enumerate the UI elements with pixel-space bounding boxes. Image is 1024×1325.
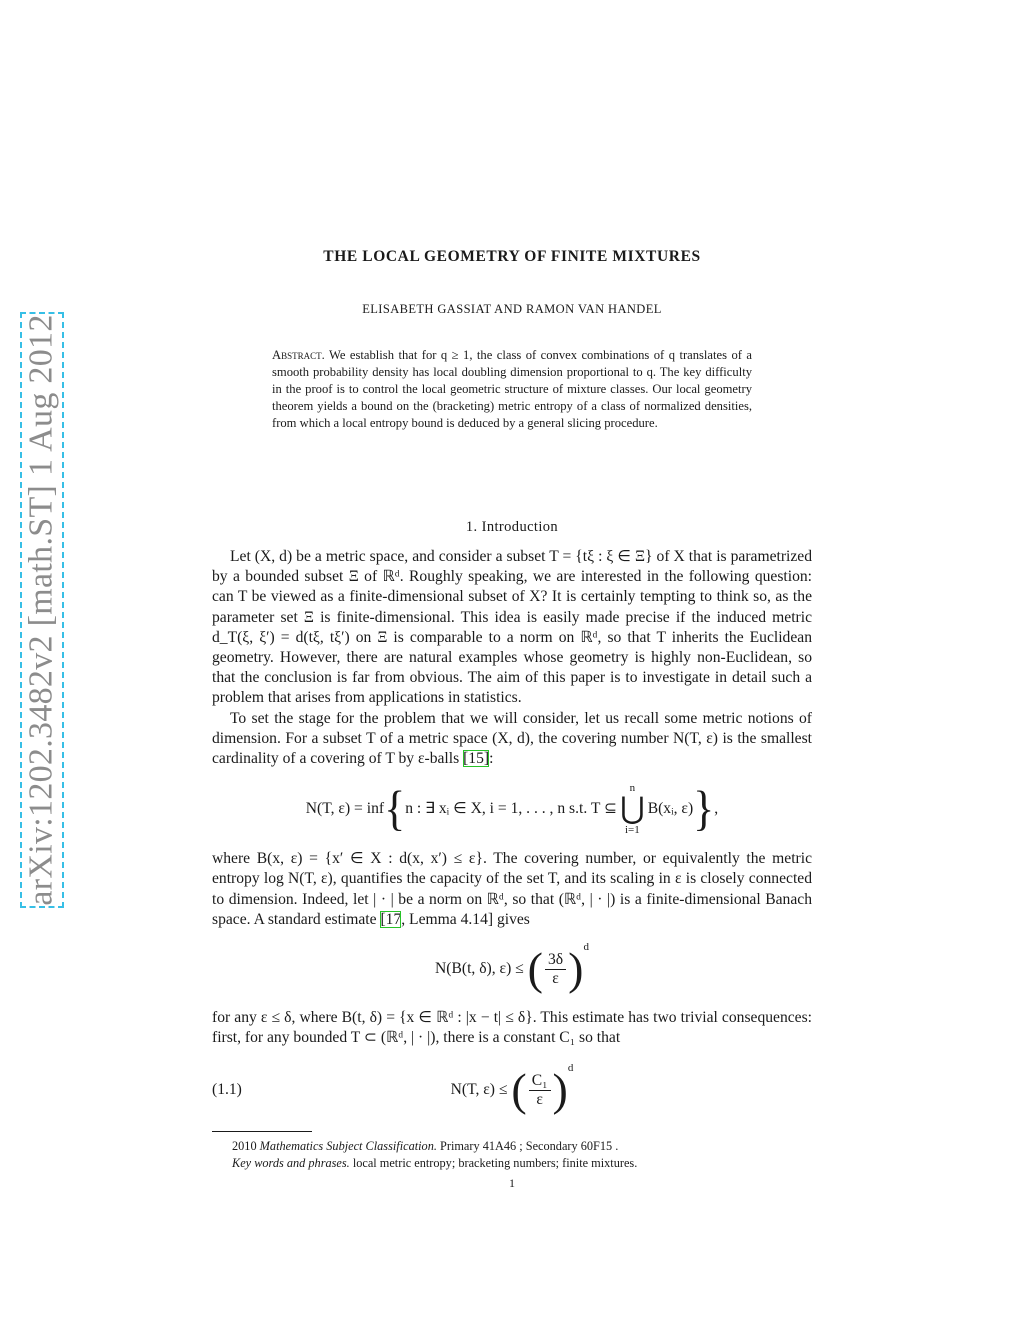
eq3-open-paren: ( bbox=[511, 1064, 527, 1116]
eq3-fraction bbox=[529, 1072, 551, 1109]
eq1-lhs: N(T, ε) = inf bbox=[305, 800, 385, 818]
body-text bbox=[212, 547, 812, 1132]
msc-text: Primary 41A46 ; Secondary 60F15 . bbox=[440, 1139, 619, 1153]
citation-link-15[interactable]: [15] bbox=[463, 750, 490, 768]
keywords-text: local metric entropy; bracketing numbers; finite mixtures. bbox=[352, 1156, 638, 1170]
eq3-denominator: ε bbox=[536, 1090, 543, 1108]
footnote-rule bbox=[212, 1131, 312, 1132]
equation-covering-number bbox=[212, 773, 812, 845]
arxiv-id: arXiv:1202.3482v2 [math.ST] 1 Aug 2012 bbox=[23, 314, 60, 906]
page-number: 1 bbox=[509, 1176, 515, 1190]
paragraph-3-text: where B(x, ε) = {x′ ∈ X : d(x, x′) ≤ ε}. The covering number, or equivalently the metric entropy log N(T, ε), quantifies the capacity of the set T, and its scaling in ε is closely connected to dimension. Indeed, let | · | be a norm on ℝᵈ, so that (ℝᵈ, | · |) is a finite-dimensional Banach space. A standard estimate bbox=[212, 850, 812, 928]
footnote-msc bbox=[232, 1138, 812, 1155]
eq1-open-brace: { bbox=[384, 781, 406, 836]
eq3-lhs: N(T, ε) ≤ bbox=[450, 1081, 508, 1099]
abstract-text: We establish that for q ≥ 1, the class of convex combinations of q translates of a smooth probability density has local doubling dimension proportional to q. The key difficulty in the proof is to control the local geometric structure of mixture classes. Our local geometry theorem yields a bound on the (bracketing) metric entropy of a class of normalized densities, from which a local entropy bound is deduced by a general slicing procedure. bbox=[272, 348, 752, 430]
eq2-lhs: N(B(t, δ), ε) ≤ bbox=[435, 959, 524, 977]
paragraph-3-end: , Lemma 4.14] gives bbox=[401, 910, 530, 928]
eq1-cup-symbol: ⋃ bbox=[620, 792, 645, 826]
abstract-label: Abstract. bbox=[272, 348, 325, 362]
paragraph-1: Let (X, d) be a metric space, and consider a subset T = {tξ : ξ ∈ Ξ} of X that is parametrized by a bounded subset Ξ of ℝᵈ. Roughly speaking, we are interested in the following question: can T be viewed as a finite-dimensional subset of X? It is certainly tempting to think so, as the parameter set Ξ is finite-dimensional. This idea is easily made precise if the induced metric d_T(ξ, ξ′) = d(tξ, tξ′) on Ξ is comparable to a norm on ℝᵈ, so that T inherits the Euclidean geometry. However, there are natural examples whose geometry is highly non-Euclidean, so that the conclusion is far from obvious. The aim of this paper is to investigate in detail such a problem that arises from applications in statistics. bbox=[212, 548, 812, 707]
eq2-open-paren: ( bbox=[527, 943, 543, 995]
eq3-close-paren: ) bbox=[552, 1064, 568, 1116]
section-heading: 1. Introduction bbox=[465, 519, 559, 535]
eq1-comma: , bbox=[714, 800, 719, 818]
paper-title: THE LOCAL GEOMETRY OF FINITE MIXTURES bbox=[323, 248, 701, 265]
equation-number: (1.1) bbox=[212, 1081, 242, 1099]
keywords-label: Key words and phrases. bbox=[232, 1156, 350, 1170]
eq1-bigcup bbox=[620, 782, 645, 836]
abstract bbox=[272, 347, 752, 432]
eq2-fraction bbox=[545, 951, 566, 988]
paragraph-4: for any ε ≤ δ, where B(t, δ) = {x ∈ ℝᵈ : |x − t| ≤ δ}. This estimate has two trivial consequences: first, for any bounded T ⊂ (ℝᵈ, | · |), there is a constant C₁ so that bbox=[212, 1009, 812, 1047]
eq2-exponent: d bbox=[583, 940, 589, 953]
paragraph-2-text: To set the stage for the problem that we will consider, let us recall some metric notions of dimension. For a subset T of a metric space (X, d), the covering number N(T, ε) is the smallest cardinality of a covering of T by ε-balls bbox=[212, 709, 812, 768]
paragraph-2 bbox=[212, 709, 812, 770]
eq1-cup-top: n bbox=[629, 782, 636, 795]
eq1-cup-bottom: i=1 bbox=[625, 824, 640, 837]
paragraph-2-end: : bbox=[489, 750, 494, 768]
arxiv-sidebar bbox=[20, 312, 64, 908]
paragraph-3 bbox=[212, 849, 812, 930]
equation-ball-estimate bbox=[212, 934, 812, 1004]
paper-authors: ELISABETH GASSIAT AND RAMON VAN HANDEL bbox=[362, 302, 662, 316]
eq2-numerator: 3δ bbox=[545, 951, 566, 970]
eq2-denominator: ε bbox=[552, 969, 559, 987]
eq1-tail: B(xᵢ, ε) bbox=[647, 800, 694, 818]
eq2-close-paren: ) bbox=[568, 943, 584, 995]
eq1-close-brace: } bbox=[693, 781, 715, 836]
msc-year: 2010 bbox=[232, 1139, 257, 1153]
eq3-numerator: C₁ bbox=[529, 1072, 551, 1091]
eq1-set: n : ∃ xᵢ ∈ X, i = 1, . . . , n s.t. T ⊆ bbox=[405, 800, 618, 818]
msc-label: Mathematics Subject Classification. bbox=[259, 1139, 437, 1153]
citation-link-17[interactable]: [17 bbox=[380, 910, 402, 928]
equation-1-1 bbox=[212, 1052, 812, 1128]
footnotes bbox=[232, 1138, 812, 1172]
footnote-keywords bbox=[232, 1155, 812, 1172]
eq3-exponent: d bbox=[567, 1062, 574, 1075]
